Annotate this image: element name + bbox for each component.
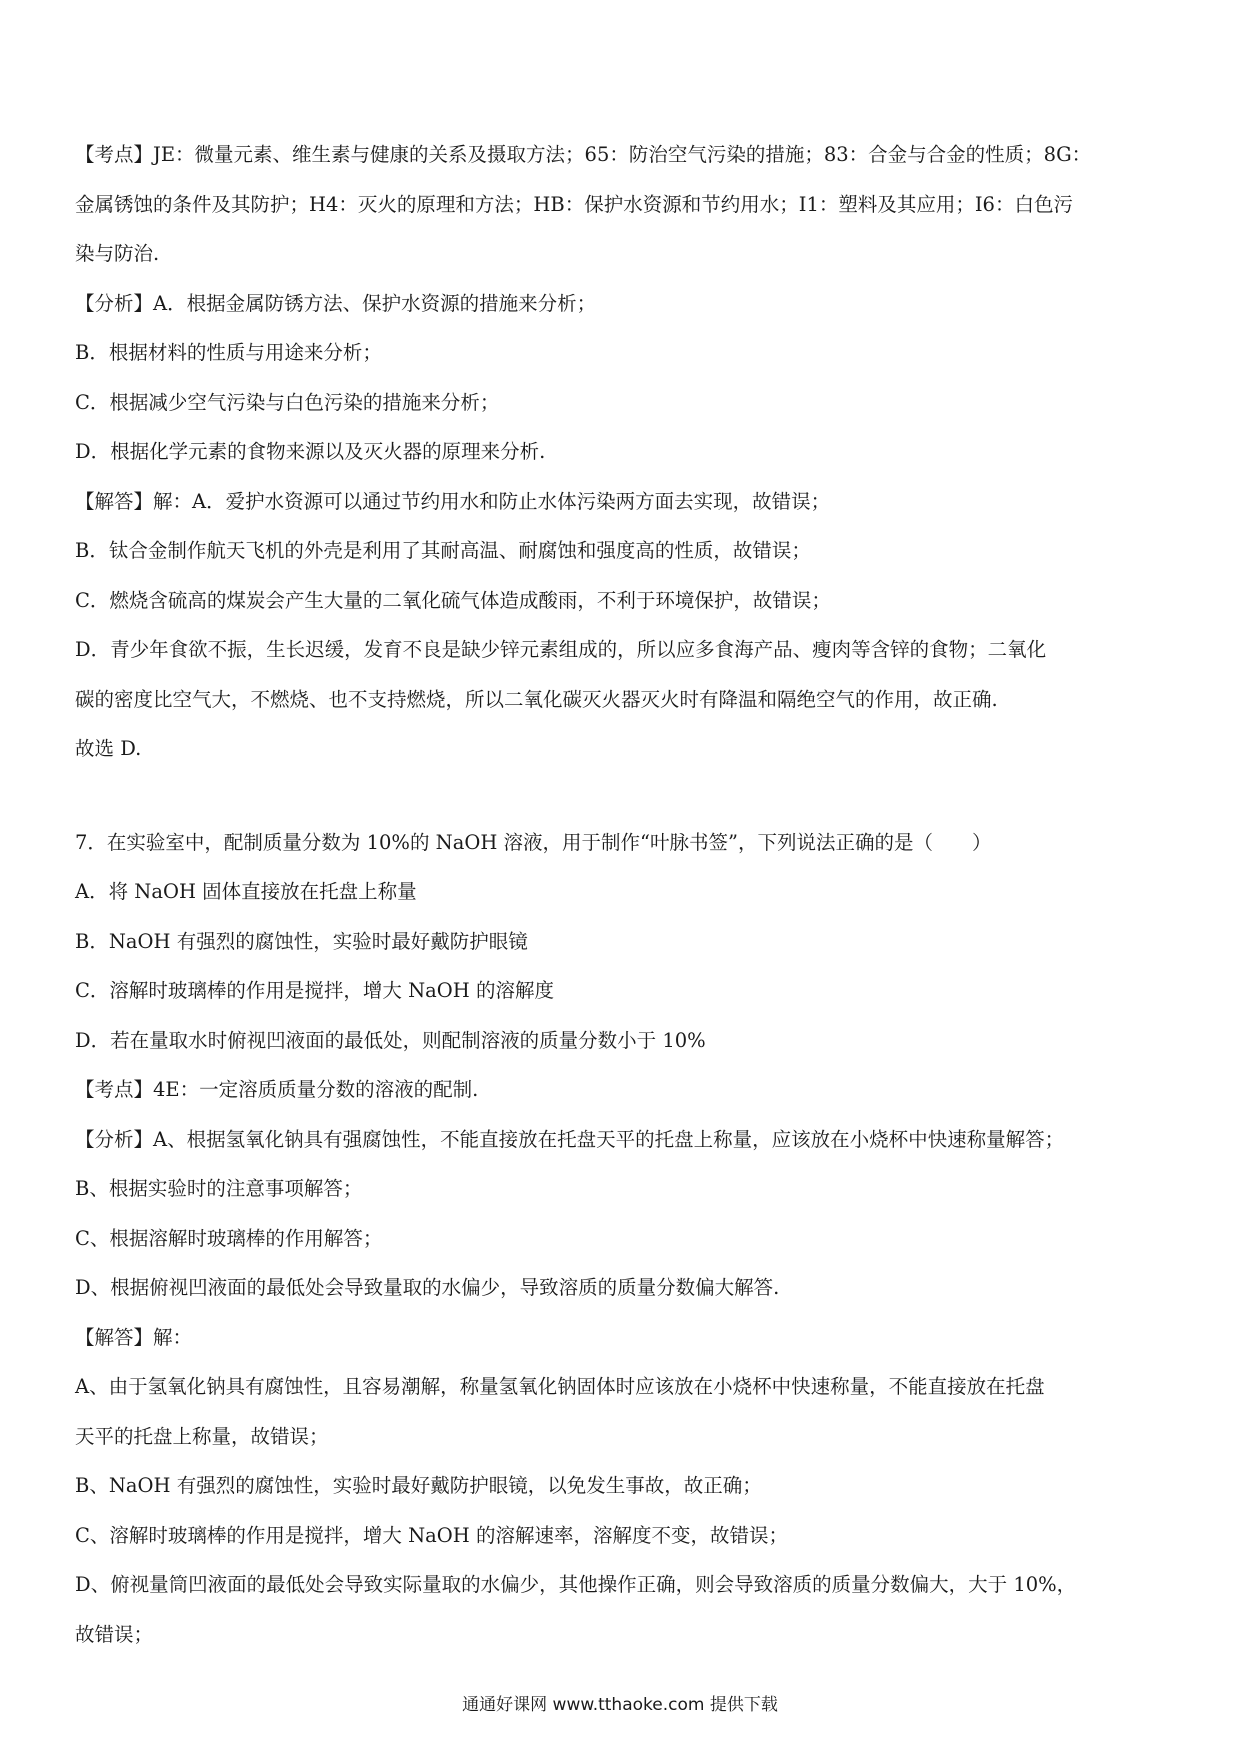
page-footer: 通通好课网 www.tthaoke.com 提供下载: [462, 1695, 778, 1715]
question-stem: 7．在实验室中，配制质量分数为 10%的 NaOH 溶液，用于制作“叶脉书签”，下列说法正确的是（ ）: [75, 830, 992, 854]
text-line: 【解答】解：A．爱护水资源可以通过节约用水和防止水体污染两方面去实现，故错误；: [75, 489, 831, 513]
text-line: 故选 D.: [75, 737, 142, 760]
text-line: D、根据俯视凹液面的最低处会导致量取的水偏少，导致溶质的质量分数偏大解答.: [75, 1276, 780, 1299]
answer-section-question-6: [75, 130, 1175, 774]
text-line: D．根据化学元素的食物来源以及灭火器的原理来分析.: [75, 440, 546, 463]
text-line: 【分析】A、根据氢氧化钠具有强腐蚀性，不能直接放在托盘天平的托盘上称量，应该放在小烧杯中快速称量解答；: [75, 1127, 1065, 1151]
question-7-section: [75, 818, 1175, 1660]
text-line: B、NaOH 有强烈的腐蚀性，实验时最好戴防护眼镜，以免发生事故，故正确；: [75, 1474, 762, 1497]
text-line: 碳的密度比空气大，不燃烧、也不支持燃烧，所以二氧化碳灭火器灭火时有降温和隔绝空气的作用，故正确.: [75, 687, 998, 711]
text-line: C．燃烧含硫高的煤炭会产生大量的二氧化硫气体造成酸雨，不利于环境保护，故错误；: [75, 588, 831, 612]
text-line: C、根据溶解时玻璃棒的作用解答；: [75, 1226, 383, 1250]
text-line: 染与防治.: [75, 242, 160, 265]
text-line: 故错误；: [75, 1622, 154, 1646]
option-a: A．将 NaOH 固体直接放在托盘上称量: [75, 880, 417, 903]
text-line: 【考点】JE：微量元素、维生素与健康的关系及摄取方法；65：防治空气污染的措施；83：合金与合金的性质；8G：: [75, 143, 1092, 166]
option-c: C．溶解时玻璃棒的作用是搅拌，增大 NaOH 的溶解度: [75, 979, 554, 1002]
option-d: D．若在量取水时俯视凹液面的最低处，则配制溶液的质量分数小于 10%: [75, 1028, 706, 1052]
text-line: 金属锈蚀的条件及其防护；H4：灭火的原理和方法；HB：保护水资源和节约用水；I1：塑料及其应用；I6：白色污: [75, 192, 1073, 216]
document-body: [75, 130, 1175, 1659]
text-line: D、俯视量筒凹液面的最低处会导致实际量取的水偏少，其他操作正确，则会导致溶质的质量分数偏大，大于 10%，: [75, 1573, 1077, 1596]
text-line: 【解答】解：: [75, 1325, 193, 1349]
text-line: 【考点】4E：一定溶质质量分数的溶液的配制.: [75, 1078, 479, 1101]
text-line: B．钛合金制作航天飞机的外壳是利用了其耐高温、耐腐蚀和强度高的性质，故错误；: [75, 539, 811, 562]
text-line: B、根据实验时的注意事项解答；: [75, 1177, 363, 1200]
text-line: 天平的托盘上称量，故错误；: [75, 1424, 329, 1448]
option-b: B．NaOH 有强烈的腐蚀性，实验时最好戴防护眼镜: [75, 929, 528, 953]
text-line: D．青少年食欲不振，生长迟缓，发育不良是缺少锌元素组成的，所以应多食海产品、瘦肉等含锌的食物；二氧化: [75, 638, 1047, 661]
text-line: C、溶解时玻璃棒的作用是搅拌，增大 NaOH 的溶解速率，溶解度不变，故错误；: [75, 1523, 788, 1547]
text-line: 【分析】A．根据金属防锈方法、保护水资源的措施来分析；: [75, 291, 597, 315]
text-line: A、由于氢氧化钠具有腐蚀性，且容易潮解，称量氢氧化钠固体时应该放在小烧杯中快速称量，不能直接放在托盘: [75, 1375, 1045, 1398]
text-line: C．根据减少空气污染与白色污染的措施来分析；: [75, 390, 500, 414]
text-line: B．根据材料的性质与用途来分析；: [75, 341, 382, 364]
